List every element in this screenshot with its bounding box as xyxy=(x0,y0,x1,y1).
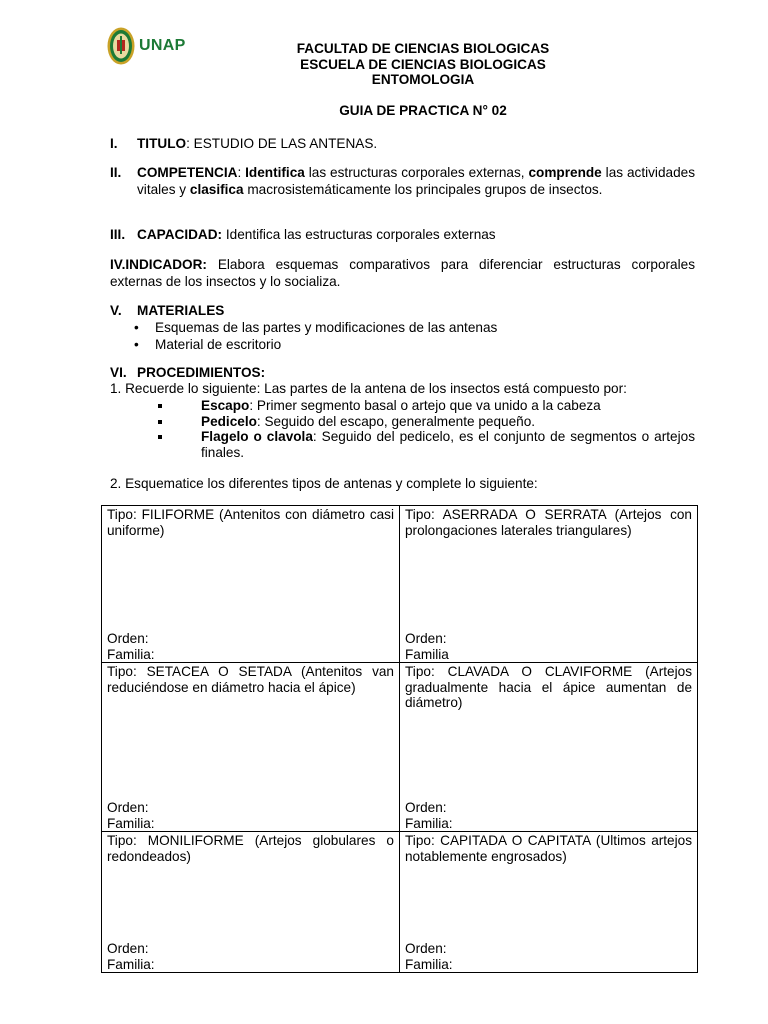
list-item xyxy=(155,398,695,414)
section-capacidad xyxy=(110,227,695,244)
orden-label: Orden: xyxy=(405,941,447,956)
familia-label: Familia: xyxy=(107,956,155,972)
cell-description: Tipo: MONILIFORME (Artejos globulares o redondeados) xyxy=(107,833,394,864)
orden-label: Orden: xyxy=(107,800,149,815)
term: Flagelo o clavola xyxy=(201,429,313,444)
keyword-identifica: Identifica xyxy=(245,165,305,180)
section-text: macrosistemáticamente los principales grupos de insectos. xyxy=(243,181,603,197)
table-cell xyxy=(102,506,400,663)
table-cell xyxy=(400,663,698,832)
table-row xyxy=(102,663,698,832)
section-competencia xyxy=(110,165,695,198)
section-text: las estructuras corporales externas, xyxy=(304,165,529,180)
section-label: COMPETENCIA xyxy=(137,165,238,180)
definition: : Primer segmento basal o artejo que va unido a la cabeza xyxy=(249,398,601,413)
table-row xyxy=(102,506,698,663)
section-number: V. xyxy=(110,303,122,318)
section-text: Identifica las estructuras corporales externas xyxy=(222,227,496,242)
section-indicador xyxy=(110,257,695,290)
section-procedimientos xyxy=(110,365,695,382)
section-number: IV. xyxy=(110,257,126,272)
list-item xyxy=(155,429,695,460)
section-number: VI. xyxy=(110,365,127,380)
document-header xyxy=(180,41,666,88)
university-seal-icon xyxy=(106,26,136,66)
section-materiales xyxy=(110,303,695,320)
definition: : Seguido del pedicelo, es el conjunto de segmentos o artejos finales. xyxy=(201,429,695,460)
section-label: MATERIALES xyxy=(137,303,225,318)
step-1: 1. Recuerde lo siguiente: Las partes de la antena de los insectos está compuesto por: xyxy=(110,381,627,396)
antenna-types-table xyxy=(101,505,698,973)
orden-label: Orden: xyxy=(107,631,149,646)
faculty-name: FACULTAD DE CIENCIAS BIOLOGICAS xyxy=(296,41,550,56)
section-number: II. xyxy=(110,165,122,180)
section-label: CAPACIDAD: xyxy=(137,227,223,242)
table-cell xyxy=(400,506,698,663)
section-number: III. xyxy=(110,227,126,242)
keyword-clasifica: clasifica xyxy=(189,181,244,197)
section-titulo xyxy=(110,136,695,153)
familia-label: Familia: xyxy=(107,646,155,662)
separator: : xyxy=(237,165,246,180)
keyword-comprende: comprende xyxy=(528,165,602,180)
section-text: las actividades vitales y xyxy=(137,165,695,197)
term: Escapo xyxy=(201,398,250,413)
list-item: • Material de escritorio xyxy=(130,337,690,354)
section-text: : ESTUDIO DE LAS ANTENAS. xyxy=(186,136,378,151)
list-item xyxy=(155,414,695,430)
cell-description: Tipo: CAPITADA O CAPITATA (Ultimos artejos notablemente engrosados) xyxy=(405,833,692,864)
table-cell xyxy=(102,663,400,832)
section-text: Elabora esquemas comparativos para diferenciar estructuras corporales externas de los insectos y lo socializa. xyxy=(110,257,695,289)
table-row xyxy=(102,832,698,973)
orden-label: Orden: xyxy=(107,941,149,956)
familia-label: Familia xyxy=(405,646,449,662)
list-item: • Esquemas de las partes y modificaciones de las antenas xyxy=(130,320,690,337)
cell-description: Tipo: SETACEA O SETADA (Antenitos van reduciéndose en diámetro hacia el ápice) xyxy=(107,664,394,695)
familia-label: Familia: xyxy=(405,956,453,972)
cell-description: Tipo: FILIFORME (Antenitos con diámetro casi uniforme) xyxy=(107,507,394,538)
cell-description: Tipo: CLAVADA O CLAVIFORME (Artejos gradualmente hacia el ápice aumentan de diámetro) xyxy=(405,664,692,710)
course-name: ENTOMOLOGIA xyxy=(371,72,475,87)
antenna-parts-list xyxy=(155,398,695,460)
term: Pedicelo xyxy=(201,413,257,429)
orden-label: Orden: xyxy=(405,631,447,646)
definition: : Seguido del escapo, generalmente pequeño. xyxy=(256,413,536,429)
logo-text: UNAP xyxy=(139,37,186,54)
section-number: I. xyxy=(110,136,118,151)
school-name: ESCUELA DE CIENCIAS BIOLOGICAS xyxy=(300,56,546,72)
section-label: PROCEDIMIENTOS: xyxy=(137,365,266,380)
guide-title: GUIA DE PRACTICA N° 02 xyxy=(339,103,507,118)
materials-list xyxy=(130,320,690,353)
table-cell xyxy=(102,832,400,973)
table-cell xyxy=(400,832,698,973)
orden-label: Orden: xyxy=(405,800,447,815)
step-2: 2. Esquematice los diferentes tipos de antenas y complete lo siguiente: xyxy=(110,476,538,491)
familia-label: Familia: xyxy=(107,815,155,831)
cell-description: Tipo: ASERRADA O SERRATA (Artejos con prolongaciones laterales triangulares) xyxy=(405,507,692,538)
familia-label: Familia: xyxy=(405,815,453,831)
section-label: INDICADOR: xyxy=(125,257,207,272)
section-label: TITULO xyxy=(137,136,187,151)
